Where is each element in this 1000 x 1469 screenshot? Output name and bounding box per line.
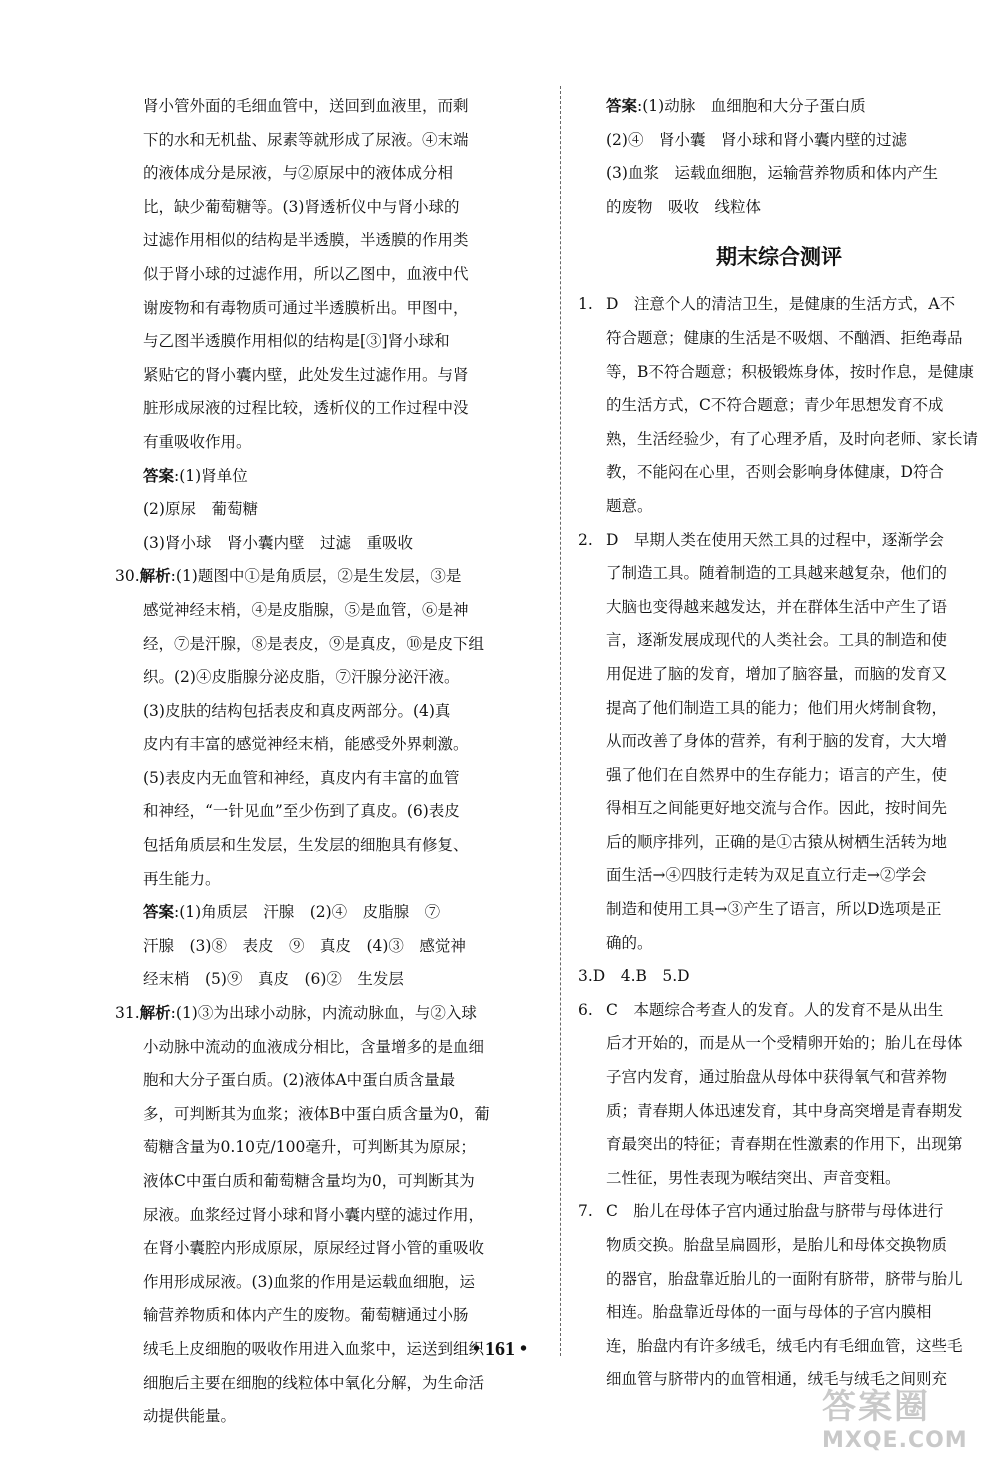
watermark-url: MXQE.COM xyxy=(822,1428,968,1453)
left-column xyxy=(115,90,545,1434)
question-1 xyxy=(578,288,980,523)
text-line: 面生活→④四肢行走转为双足直立行走→②学会 xyxy=(606,866,927,885)
text-line xyxy=(578,994,980,1028)
text-line: 熟，生活经验少，有了心理矛盾，及时向老师、家长请 xyxy=(606,429,979,448)
question-7 xyxy=(578,1195,980,1397)
text-line: 从而改善了身体的营养，有利于脑的发育，大大增 xyxy=(606,732,948,751)
text-line: 作用形成尿液。(3)血浆的作用是运载血细胞，运 xyxy=(143,1272,475,1291)
answer-line: (3)血浆 运载血细胞，运输营养物质和体内产生 xyxy=(606,164,938,183)
text-line: 感觉神经末梢，④是皮脂腺，⑤是血管，⑥是神 xyxy=(143,600,469,619)
answer-line: 的废物 吸收 线粒体 xyxy=(606,197,762,216)
column-divider xyxy=(560,86,561,1356)
text-line: 似于肾小球的过滤作用，所以乙图中，血液中代 xyxy=(143,264,469,283)
text-line: (5)表皮内无血管和神经，真皮内有丰富的血管 xyxy=(143,768,460,787)
text-line: 后的顺序排列，正确的是①古猿从树栖生活转为地 xyxy=(606,832,948,851)
answer-line xyxy=(143,896,545,930)
answer-text: :(1)角质层 汗腺 (2)④ 皮脂腺 ⑦ xyxy=(174,903,441,922)
text-line: 绒毛上皮细胞的吸收作用进入血浆中，运送到组织 xyxy=(143,1339,485,1358)
question-30 xyxy=(115,560,545,997)
answer-line: (3)肾小球 肾小囊内壁 过滤 重吸收 xyxy=(143,533,413,552)
question-number: 31. xyxy=(115,1004,140,1023)
text-line: 液体C中蛋白质和葡萄糖含量均为0，可判断其为 xyxy=(143,1172,475,1190)
text-line: 小动脉中流动的血液成分相比，含量增多的是血细 xyxy=(143,1037,485,1056)
continued-answer xyxy=(143,460,545,561)
text-line: 制造和使用工具→③产生了语言，所以D选项是正 xyxy=(606,900,942,919)
text-line: 大脑也变得越来越发达，并在群体生活中产生了语 xyxy=(606,597,948,616)
question-number: 6. xyxy=(578,1000,593,1019)
text-line: 了制造工具。随着制造的工具越来越复杂，他们的 xyxy=(606,564,948,583)
watermark-logo xyxy=(822,1386,992,1464)
answer-text: :(1)肾单位 xyxy=(174,466,248,485)
text-line: 过滤作用相似的结构是半透膜，半透膜的作用类 xyxy=(143,231,469,250)
text-line: 动提供能量。 xyxy=(143,1407,237,1426)
text-line: 萄糖含量为0.10克/100毫升，可判断其为原尿； xyxy=(143,1138,476,1157)
text-line: 紧贴它的肾小囊内壁，此处发生过滤作用。与肾 xyxy=(143,365,469,384)
text-line: 经，⑦是汗腺，⑧是表皮，⑨是真皮，⑩是皮下组 xyxy=(143,634,485,653)
text-line: 输营养物质和体内产生的废物。葡萄糖通过小肠 xyxy=(143,1306,469,1325)
text-line: 题意。 xyxy=(606,496,653,515)
text-line: 包括角质层和生发层，生发层的细胞具有修复、 xyxy=(143,836,469,855)
text-line: 与乙图半透膜作用相似的结构是[③]肾小球和 xyxy=(143,332,450,351)
text-line: 细胞后主要在细胞的线粒体中氧化分解，为生命活 xyxy=(143,1373,485,1392)
text-segment: D 早期人类在使用天然工具的过程中，逐渐学会 xyxy=(606,530,944,549)
text-line: 下的水和无机盐、尿素等就形成了尿液。④末端 xyxy=(143,130,469,149)
question-number: 1. xyxy=(578,295,593,314)
text-line: 连，胎盘内有许多绒毛，绒毛内有毛细血管，这些毛 xyxy=(606,1336,963,1355)
page-number: • 161 • xyxy=(472,1338,527,1360)
text-line: 提高了他们制造工具的能力；他们用火烤制食物， xyxy=(606,698,948,717)
right-column xyxy=(578,90,980,1397)
text-line: 用促进了脑的发育，增加了脑容量，而脑的发育又 xyxy=(606,664,948,683)
question-number: 2. xyxy=(578,530,593,549)
answer-line: (2)④ 肾小囊 肾小球和肾小囊内壁的过滤 xyxy=(606,130,907,149)
question-2 xyxy=(578,524,980,961)
question-6 xyxy=(578,994,980,1196)
text-line: 相连。胎盘靠近母体的一面与母体的子宫内膜相 xyxy=(606,1303,932,1322)
text-line: 的液体成分是尿液，与②原尿中的液体成分相 xyxy=(143,164,454,183)
text-line: (3)皮肤的结构包括表皮和真皮两部分。(4)真 xyxy=(143,701,451,720)
continued-explanation xyxy=(143,90,545,460)
text-line: 胞和大分子蛋白质。(2)液体A中蛋白质含量最 xyxy=(143,1071,456,1090)
question-31 xyxy=(115,997,545,1434)
text-segment: :(1)③为出球小动脉，内流动脉血，与②入球 xyxy=(170,1004,477,1023)
text-line xyxy=(578,288,980,322)
section-title: 期末综合测评 xyxy=(716,245,842,270)
text-line xyxy=(115,997,545,1031)
text-line: 和神经，“一针见血”至少伤到了真皮。(6)表皮 xyxy=(143,802,460,821)
answer-label: 答案 xyxy=(143,466,175,485)
text-line: 尿液。血浆经过肾小球和肾小囊内壁的滤过作用， xyxy=(143,1205,485,1224)
text-line: 再生能力。 xyxy=(143,869,221,888)
questions-3-5: 3.D 4.B 5.D xyxy=(578,967,690,986)
answer-line: 汗腺 (3)⑧ 表皮 ⑨ 真皮 (4)③ 感觉神 xyxy=(143,936,466,955)
text-line: 织。(2)④皮脂腺分泌皮脂，⑦汗腺分泌汗液。 xyxy=(143,668,460,687)
question-number: 30. xyxy=(115,567,140,586)
text-line: 确的。 xyxy=(606,933,653,952)
text-line: 言，逐渐发展成现代的人类社会。工具的制造和使 xyxy=(606,631,948,650)
answer-line xyxy=(606,90,980,124)
text-line: 谢废物和有毒物质可通过半透膜析出。甲图中， xyxy=(143,298,469,317)
analysis-label: 解析 xyxy=(139,567,171,586)
text-line: 子宫内发育，通过胎盘从母体中获得氧气和营养物 xyxy=(606,1068,948,1087)
text-line: 等，B不符合题意；积极锻炼身体，按时作息，是健康 xyxy=(606,362,974,381)
answer-line xyxy=(143,460,545,494)
text-line: 在肾小囊腔内形成原尿，原尿经过肾小管的重吸收 xyxy=(143,1239,485,1258)
question-number: 7. xyxy=(578,1202,593,1221)
text-line: 得相互之间能更好地交流与合作。因此，按时间先 xyxy=(606,799,948,818)
text-line: 育最突出的特征；青春期在性激素的作用下，出现第 xyxy=(606,1135,963,1154)
text-segment: D 注意个人的清洁卫生，是健康的生活方式，A不 xyxy=(606,295,956,314)
text-line: 有重吸收作用。 xyxy=(143,432,252,451)
answer-line: 经末梢 (5)⑨ 真皮 (6)② 生发层 xyxy=(143,970,404,989)
answer-line: (2)原尿 葡萄糖 xyxy=(143,500,258,519)
top-answer xyxy=(578,90,980,224)
text-line: 的器官，胎盘靠近胎儿的一面附有脐带，脐带与胎儿 xyxy=(606,1269,963,1288)
text-line: 比，缺少葡萄糖等。(3)肾透析仪中与肾小球的 xyxy=(143,197,460,216)
text-line: 质；青春期人体迅速发育，其中身高突增是青春期发 xyxy=(606,1101,963,1120)
answer-text: :(1)动脉 血细胞和大分子蛋白质 xyxy=(637,97,866,115)
text-line: 的生活方式，C不符合题意；青少年思想发育不成 xyxy=(606,396,944,415)
text-line xyxy=(578,524,980,558)
text-line: 多，可判断其为血浆；液体B中蛋白质含量为0，葡 xyxy=(143,1104,490,1123)
text-segment: C 本题综合考查人的发育。人的发育不是从出生 xyxy=(606,1000,944,1019)
text-line: 细血管与脐带内的血管相通，绒毛与绒毛之间则充 xyxy=(606,1370,948,1389)
answer-label: 答案 xyxy=(143,903,175,922)
text-line xyxy=(578,1195,980,1229)
text-segment: C 胎儿在母体子宫内通过胎盘与脐带与母体进行 xyxy=(606,1202,944,1221)
watermark-text: 答案圈 xyxy=(822,1387,930,1427)
text-line: 符合题意；健康的生活是不吸烟、不酗酒、拒绝毒品 xyxy=(606,328,963,347)
text-line xyxy=(115,560,545,594)
text-line: 教，不能闷在心里，否则会影响身体健康，D符合 xyxy=(606,463,944,482)
text-line: 皮内有丰富的感觉神经末梢，能感受外界刺激。 xyxy=(143,735,469,754)
text-line: 肾小管外面的毛细血管中，送回到血液里，而剩 xyxy=(143,97,469,115)
analysis-label: 解析 xyxy=(139,1004,171,1023)
text-line: 强了他们在自然界中的生存能力；语言的产生，使 xyxy=(606,765,948,784)
text-line: 物质交换。胎盘呈扁圆形，是胎儿和母体交换物质 xyxy=(606,1236,948,1254)
text-line: 脏形成尿液的过程比较，透析仪的工作过程中没 xyxy=(143,399,469,418)
text-segment: :(1)题图中①是角质层，②是生发层，③是 xyxy=(170,567,462,586)
answer-label: 答案 xyxy=(606,97,638,115)
text-line: 二性征，男性表现为喉结突出、声音变粗。 xyxy=(606,1168,901,1187)
text-line: 后才开始的，而是从一个受精卵开始的；胎儿在母体 xyxy=(606,1034,963,1053)
